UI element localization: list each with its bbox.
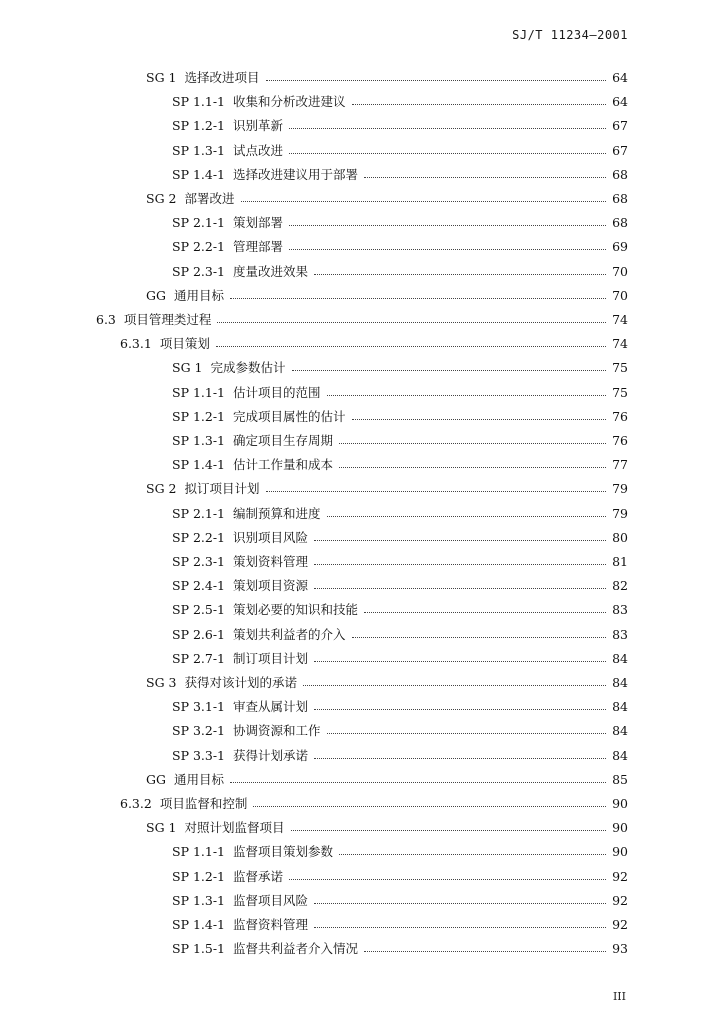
toc-entry [172,937,628,957]
toc-entry-code: 6.3.1 [120,336,152,352]
toc-entry-title: 策划部署 [233,215,284,231]
toc-dot-leader [339,443,606,444]
toc-entry-title: 编制预算和进度 [233,505,321,521]
toc-entry-code: SP 2.3-1 [172,554,226,569]
toc-entry [172,647,628,667]
toc-entry-page: 90 [612,796,628,811]
toc-entry [146,66,628,86]
toc-dot-leader [339,467,606,468]
toc-dot-leader [327,516,606,517]
toc-entry [120,332,628,352]
toc-entry-title: 估计工作量和成本 [233,457,334,473]
toc-entry-code: SP 1.2-1 [172,118,226,134]
toc-entry [172,502,628,522]
toc-entry-page: 75 [612,384,628,400]
toc-entry [172,356,628,376]
toc-entry-page: 83 [612,602,628,618]
toc-entry-title: 完成参数估计 [210,360,286,376]
toc-entry-title: 选择改进建议用于部署 [233,166,359,182]
toc-entry [172,550,628,570]
toc-entry-title: 试点改进 [233,142,284,158]
toc-entry-page: 76 [612,433,628,448]
toc-entry-code: SG 3 [146,675,177,690]
toc-entry [172,453,628,473]
toc-dot-leader [253,806,606,807]
toc-dot-leader [266,80,607,81]
toc-entry-page: 92 [612,868,628,884]
document-code: SJ/T 11234—2001 [512,28,628,42]
toc-entry [172,695,628,715]
toc-entry-code: SP 3.1-1 [172,699,226,715]
toc-entry-page: 90 [612,820,628,836]
toc-entry [146,671,628,691]
toc-entry-code: SP 2.3-1 [172,263,226,279]
toc-entry-code: SP 1.1-1 [172,384,226,400]
toc-entry-title: 协调资源和工作 [233,723,321,739]
toc-entry-code: SP 2.7-1 [172,650,226,666]
toc-entry-page: 68 [612,166,628,182]
toc-entry [172,598,628,618]
toc-entry-code: SP 3.3-1 [172,747,226,763]
toc-entry-code: SP 1.4-1 [172,457,226,473]
toc-entry-code: SG 2 [146,191,177,206]
toc-entry-title: 项目策划 [159,336,210,352]
toc-entry-title: 策划必要的知识和技能 [233,602,359,618]
toc-entry-title: 监督共利益者介入情况 [233,941,359,957]
toc-entry-page: 76 [612,408,628,424]
toc-entry-page: 68 [612,215,628,231]
toc-entry-code: SP 1.2-1 [172,408,226,424]
toc-entry-page: 80 [612,529,628,545]
toc-dot-leader [230,298,606,299]
toc-dot-leader [364,177,606,178]
toc-dot-leader [216,346,606,347]
toc-entry-title: 制订项目计划 [233,650,309,666]
toc-entry [172,865,628,885]
toc-entry-title: 策划资料管理 [233,554,309,569]
toc-entry-title: 确定项目生存周期 [233,433,334,448]
toc-dot-leader [327,733,606,734]
toc-entry [120,792,628,812]
toc-entry [172,574,628,594]
toc-entry [172,235,628,255]
toc-dot-leader [314,758,606,759]
toc-entry [172,913,628,933]
toc-dot-leader [217,322,606,323]
toc-dot-leader [292,370,607,371]
toc-entry-code: SP 1.4-1 [172,166,226,182]
toc-entry-page: 79 [612,481,628,497]
toc-entry-page: 81 [612,554,628,569]
toc-entry-code: SG 2 [146,481,177,497]
toc-entry [172,90,628,110]
toc-entry-code: GG [146,287,166,303]
toc-entry-code: SP 1.3-1 [172,892,226,908]
page-number: III [612,990,626,1003]
toc-entry-page: 64 [612,70,628,85]
toc-entry-code: 6.3 [96,312,116,327]
toc-entry-title: 监督资料管理 [233,917,309,932]
toc-entry-title: 度量改进效果 [233,263,309,279]
toc-entry-code: SP 2.4-1 [172,578,226,594]
toc-entry-code: GG [146,771,166,787]
toc-entry-title: 策划项目资源 [233,578,309,594]
toc-entry-title: 监督项目策划参数 [233,844,334,860]
toc-dot-leader [230,782,606,783]
toc-entry-title: 部署改进 [184,191,235,206]
toc-entry [172,526,628,546]
toc-dot-leader [266,491,607,492]
toc-entry [172,623,628,643]
toc-entry-code: SP 1.4-1 [172,917,226,932]
toc-entry-page: 84 [612,650,628,666]
toc-entry-page: 79 [612,505,628,521]
toc-entry-code: SP 1.3-1 [172,142,226,158]
toc-entry-title: 拟订项目计划 [184,481,260,497]
toc-entry-title: 完成项目属性的估计 [233,408,346,424]
toc-entry-page: 67 [612,118,628,134]
toc-entry-code: SG 1 [146,70,177,85]
toc-entry [172,429,628,449]
toc-entry-page: 84 [612,747,628,763]
toc-entry-page: 68 [612,191,628,206]
toc-entry [172,163,628,183]
toc-dot-leader [352,419,606,420]
toc-dot-leader [289,879,606,880]
toc-entry-page: 75 [612,360,628,376]
toc-entry-title: 监督项目风险 [233,892,309,908]
toc-entry [146,768,628,788]
toc-entry-code: 6.3.2 [120,796,152,811]
toc-dot-leader [314,903,606,904]
toc-entry-code: SP 1.1-1 [172,844,226,860]
toc-dot-leader [352,104,606,105]
toc-entry-code: SP 1.3-1 [172,433,226,448]
toc-entry-code: SP 2.2-1 [172,239,226,255]
toc-dot-leader [314,564,606,565]
toc-dot-leader [314,927,606,928]
toc-entry-title: 识别革新 [233,118,284,134]
toc-entry [172,744,628,764]
toc-entry-title: 对照计划监督项目 [184,820,285,836]
toc-entry-title: 选择改进项目 [184,70,260,85]
toc-entry-title: 估计项目的范围 [233,384,321,400]
toc-entry-page: 92 [612,892,628,908]
toc-dot-leader [314,709,606,710]
toc-entry-code: SG 1 [146,820,177,836]
toc-entry-page: 70 [612,287,628,303]
toc-entry-page: 84 [612,675,628,690]
toc-entry-page: 70 [612,263,628,279]
toc-entry-page: 85 [612,771,628,787]
toc-entry [146,477,628,497]
toc-entry-title: 获得对该计划的承诺 [184,675,297,690]
toc-entry-page: 69 [612,239,628,255]
toc-entry-title: 项目监督和控制 [159,796,248,811]
toc-entry-code: SP 2.6-1 [172,626,226,642]
toc-dot-leader [289,153,606,154]
toc-entry [172,889,628,909]
toc-entry-code: SG 1 [172,360,203,376]
toc-entry-code: SP 2.1-1 [172,215,226,231]
toc-entry-code: SP 2.5-1 [172,602,226,618]
toc-dot-leader [364,612,606,613]
toc-entry-title: 监督承诺 [233,868,284,884]
toc-entry [146,187,628,207]
toc-entry-page: 92 [612,917,628,932]
toc-entry [146,284,628,304]
toc-entry-page: 77 [612,457,628,473]
toc-entry [172,381,628,401]
toc-dot-leader [314,661,606,662]
toc-dot-leader [339,854,606,855]
toc-entry-page: 83 [612,626,628,642]
toc-entry-code: SP 2.2-1 [172,529,226,545]
toc-dot-leader [289,225,606,226]
toc-entry-title: 策划共利益者的介入 [233,626,346,642]
toc-entry [172,139,628,159]
toc-dot-leader [327,395,606,396]
toc-entry-page: 67 [612,142,628,158]
toc-dot-leader [364,951,606,952]
toc-dot-leader [314,274,606,275]
toc-entry [146,816,628,836]
toc-dot-leader [291,830,607,831]
toc-entry [172,840,628,860]
toc-entry-page: 84 [612,723,628,739]
toc-entry-code: SP 1.1-1 [172,94,226,110]
toc-entry-code: SP 1.5-1 [172,941,226,957]
toc-dot-leader [289,128,606,129]
toc-entry-code: SP 2.1-1 [172,505,226,521]
toc-entry-page: 82 [612,578,628,594]
toc-entry-title: 通用目标 [173,771,224,787]
toc-entry-title: 通用目标 [173,287,224,303]
toc-entry [96,308,628,328]
toc-dot-leader [352,637,606,638]
toc-entry-title: 收集和分析改进建议 [233,94,346,110]
toc-entry-page: 74 [612,312,628,327]
toc-entry-page: 93 [612,941,628,957]
toc-entry-code: SP 3.2-1 [172,723,226,739]
toc-entry-page: 84 [612,699,628,715]
toc-dot-leader [303,685,606,686]
toc-entry-page: 64 [612,94,628,110]
toc-entry [172,719,628,739]
toc-entry-title: 管理部署 [233,239,284,255]
toc-dot-leader [241,201,607,202]
toc-entry-page: 90 [612,844,628,860]
toc-entry-title: 识别项目风险 [233,529,309,545]
toc-dot-leader [314,588,606,589]
toc-entry [172,405,628,425]
toc-entry-title: 项目管理类过程 [123,312,212,327]
toc-dot-leader [314,540,606,541]
toc-entry [172,114,628,134]
toc-entry-title: 审查从属计划 [233,699,309,715]
toc-entry-title: 获得计划承诺 [233,747,309,763]
toc-entry [172,260,628,280]
toc-entry-page: 74 [612,336,628,352]
toc-entry [172,211,628,231]
toc-entry-code: SP 1.2-1 [172,868,226,884]
toc-dot-leader [289,249,606,250]
